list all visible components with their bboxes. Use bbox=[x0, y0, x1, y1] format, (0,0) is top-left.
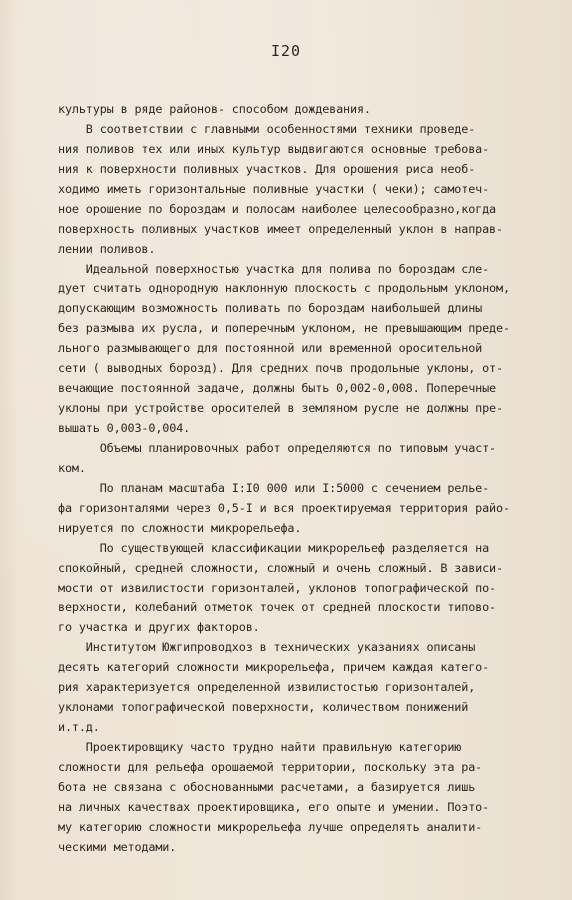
text-line: го участка и других факторов. bbox=[58, 620, 260, 635]
text-line: бота не связана с обоснованными расчетами, а базируется лишь bbox=[58, 779, 476, 794]
text-line: По существующей классификации микрорельеф разделяется на bbox=[58, 540, 490, 555]
text-line: лении поливов. bbox=[58, 241, 156, 256]
text-line: ное орошение по бороздам и полосам наиболее целесообразно,когда bbox=[58, 201, 496, 216]
text-line: ходимо иметь горизонтальные поливные участки ( чеки); самотеч- bbox=[58, 181, 490, 196]
text-line: ния поливов тех или иных культур выдвигаются основные требова- bbox=[58, 141, 490, 156]
text-line: и.т.д. bbox=[58, 720, 100, 735]
text-line: рия характеризуется определенной извилистостью горизонталей, bbox=[58, 680, 476, 695]
text-line: сети ( выводных борозд). Для средних почв продольные уклоны, от- bbox=[58, 361, 503, 376]
text-line: ния к поверхности поливных участков. Для орошения риса необ- bbox=[58, 161, 476, 176]
text-line: фа горизонталями через 0,5-I и вся проектируемая территория райо- bbox=[58, 500, 510, 515]
text-line: десять категорий сложности микрорельефа, причем каждая катего- bbox=[58, 660, 490, 675]
text-line: нируется по сложности микрорельефа. bbox=[58, 520, 302, 535]
text-line: В соответствии с главными особенностями техники проведе- bbox=[58, 121, 476, 136]
body-text bbox=[58, 100, 544, 858]
text-line: без размыва их русла, и поперечным уклоном, не превышающим преде- bbox=[58, 321, 510, 336]
text-line: уклонами топографической поверхности, количеством понижений bbox=[58, 700, 469, 715]
text-line: ческими методами. bbox=[58, 839, 177, 854]
page-number: I20 bbox=[270, 42, 302, 60]
text-line: му категорию сложности микрорельефа лучше определять аналити- bbox=[58, 819, 483, 834]
text-line: мости от извилистости горизонталей, уклонов топографической по- bbox=[58, 580, 496, 595]
text-line: допускающим возможность поливать по бороздам наибольшей длины bbox=[58, 301, 483, 316]
text-line: уклоны при устройстве оросителей в земляном русле не должны пре- bbox=[58, 401, 503, 416]
text-line: вечающие постоянной задаче, должны быть 0,002-0,008. Поперечные bbox=[58, 381, 496, 396]
text-line: поверхность поливных участков имеет определенный уклон в направ- bbox=[58, 221, 503, 236]
text-line: верхности, колебаний отметок точек от средней плоскости типово- bbox=[58, 600, 496, 615]
text-line: Институтом Южгипроводхоз в технических указаниях описаны bbox=[58, 640, 476, 655]
text-line: Объемы планировочных работ определяются по типовым участ- bbox=[58, 440, 496, 455]
text-line: По планам масштаба I:I0 000 или I:5000 с сечением релье- bbox=[58, 480, 490, 495]
text-line: на личных качествах проектировщика, его опыте и умении. Поэто- bbox=[58, 799, 490, 814]
text-line: ком. bbox=[58, 460, 86, 475]
text-line: вышать 0,003-0,004. bbox=[58, 421, 191, 435]
text-line: Идеальной поверхностью участка для полива по бороздам сле- bbox=[58, 261, 490, 276]
text-line: сложности для рельефа орошаемой территории, поскольку эта ра- bbox=[58, 759, 483, 774]
text-line: дует считать однородную наклонную плоскость с продольным уклоном, bbox=[58, 281, 510, 296]
text-line: Проектировщику часто трудно найти правильную категорию bbox=[58, 740, 462, 754]
text-line: льного размывающего для постоянной или временной оросительной bbox=[58, 341, 483, 356]
text-line: спокойный, средней сложности, сложный и очень сложный. В зависи- bbox=[58, 560, 503, 575]
text-line: культуры в ряде районов- способом дождевания. bbox=[58, 102, 371, 116]
